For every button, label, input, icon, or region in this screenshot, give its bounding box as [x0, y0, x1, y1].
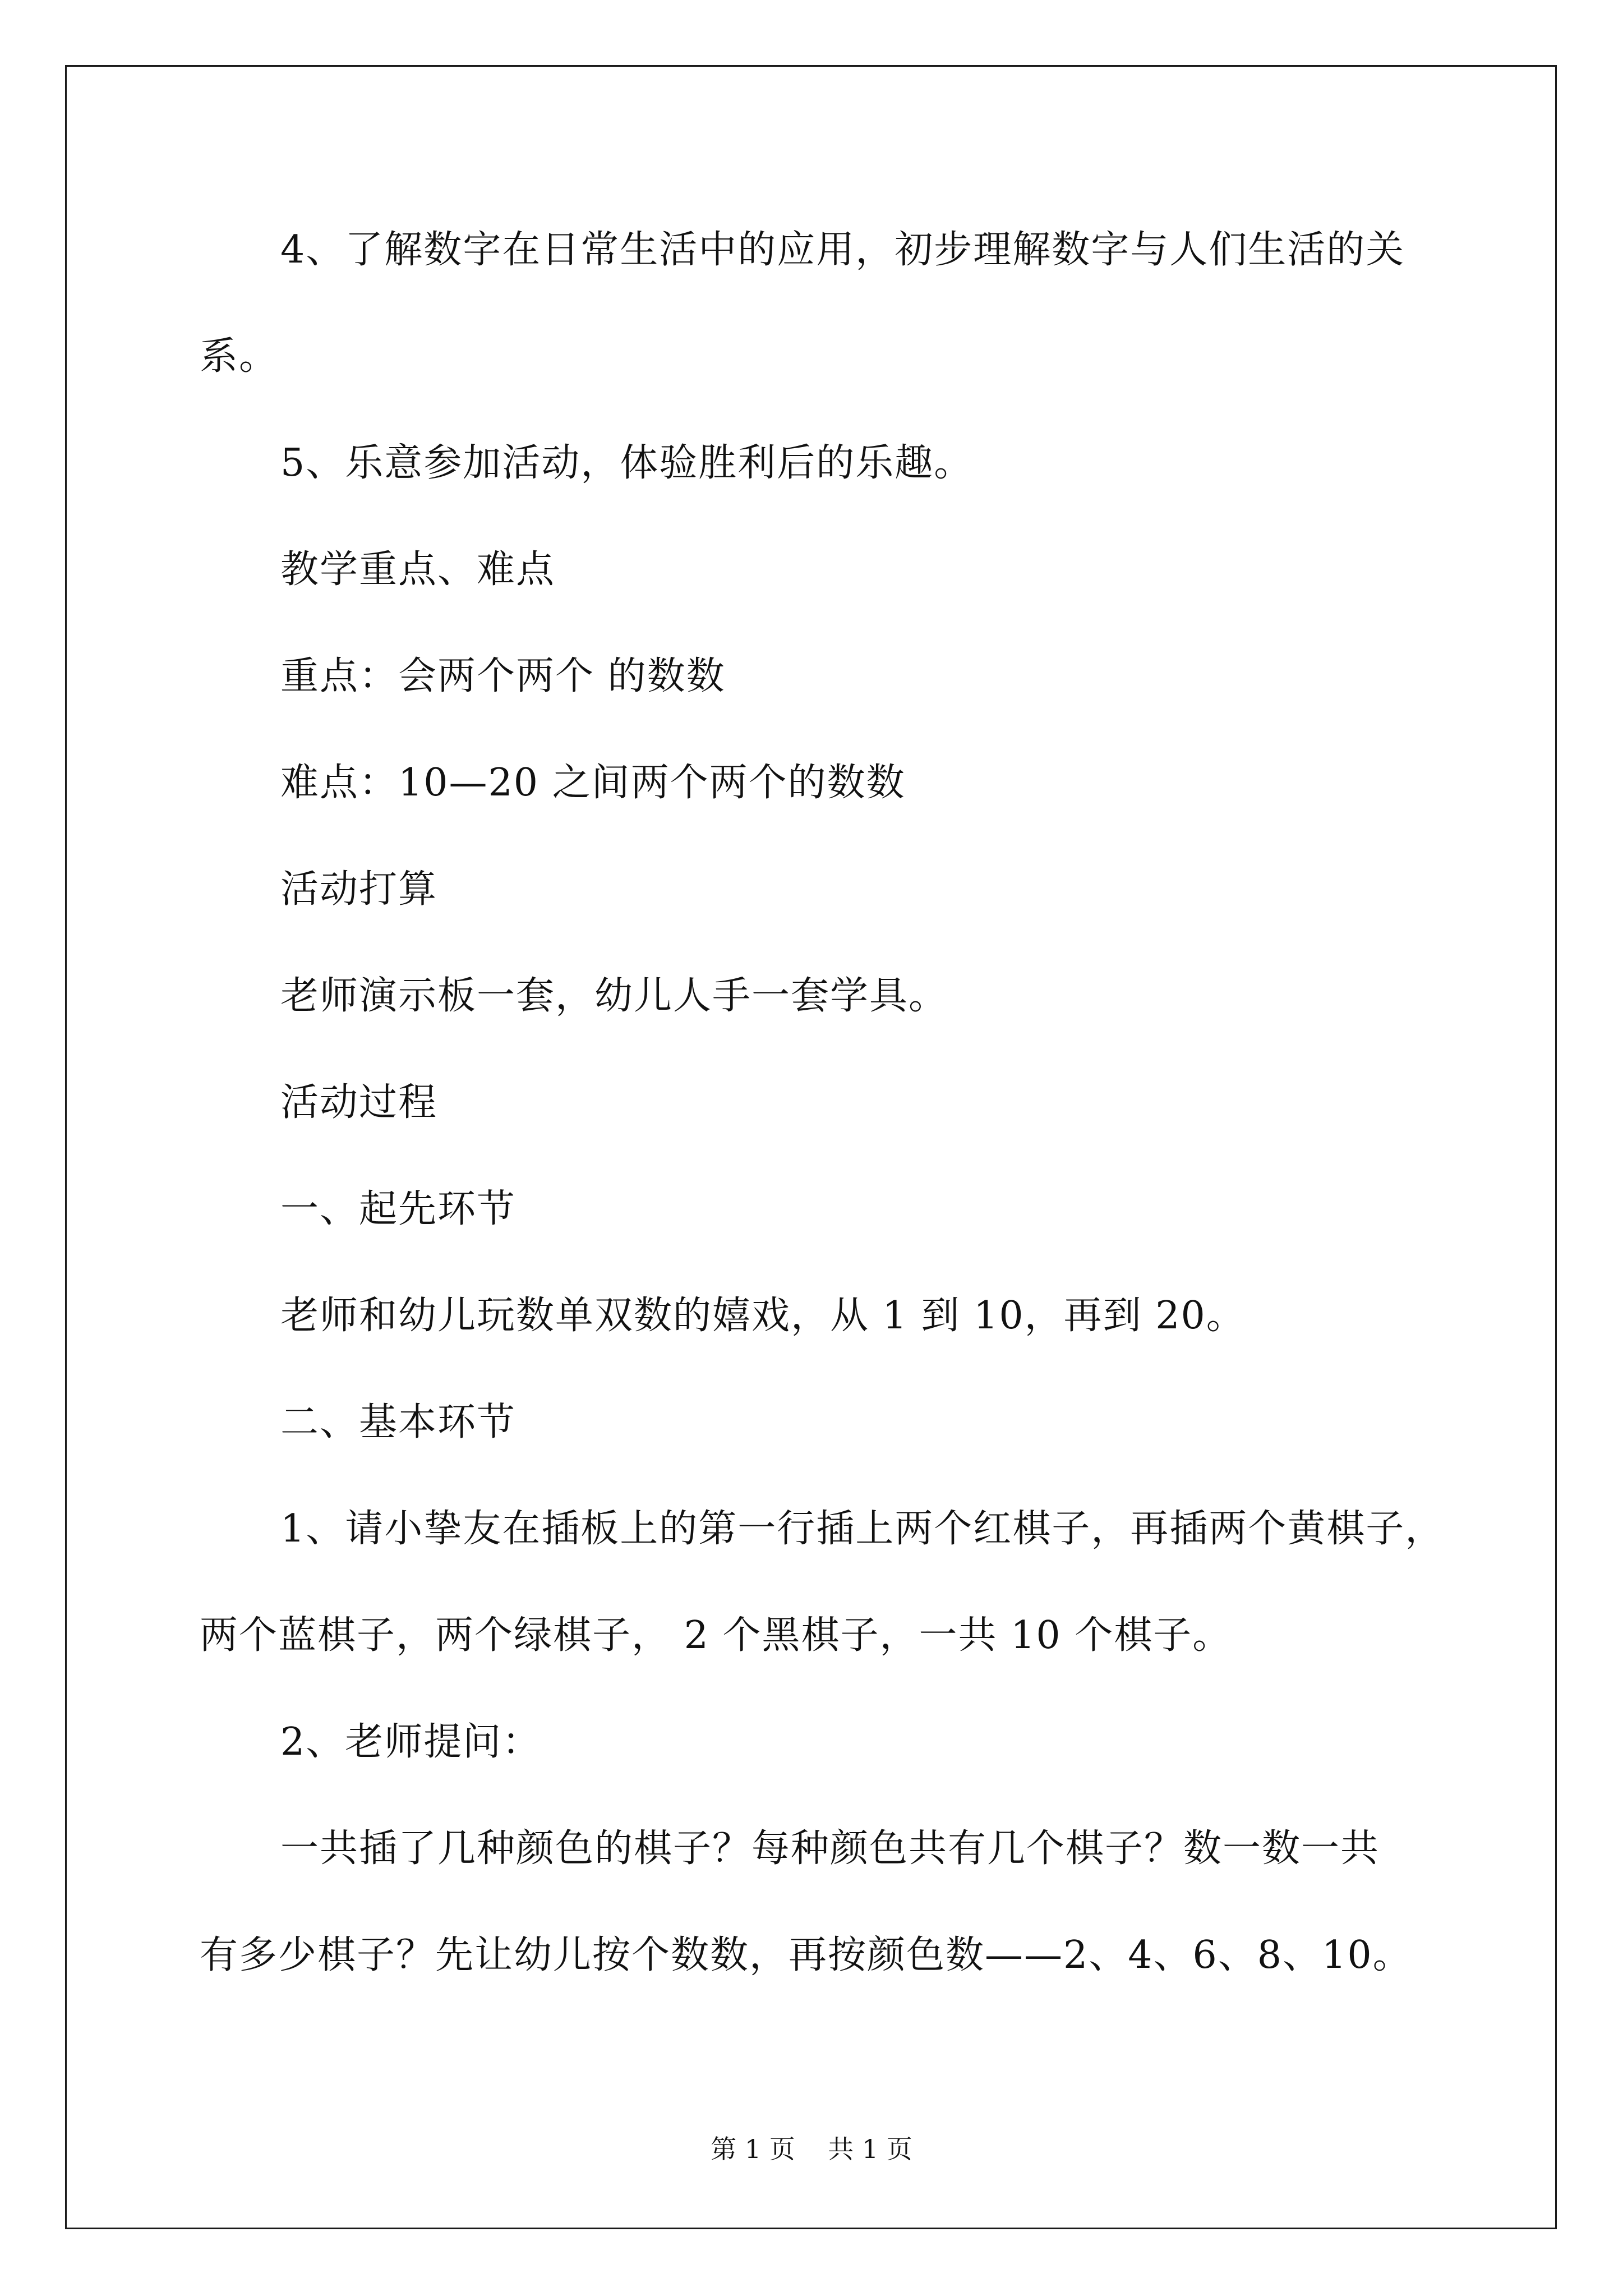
section-heading: 活动过程: [280, 1080, 438, 1125]
section-heading: 教学重点、难点: [280, 547, 556, 592]
page-border: [65, 65, 1557, 2229]
paragraph-line: 2、老师提问：: [280, 1720, 542, 1764]
paragraph-line: 两个蓝棋子，两个绿棋子， 2 个黑棋子，一共 10 个棋子。: [200, 1613, 1232, 1658]
page-footer: 第 1 页 共 1 页: [711, 2134, 912, 2164]
paragraph-line: 老师和幼儿玩数单双数的嬉戏，从 1 到 10，再到 20。: [280, 1294, 1246, 1338]
paragraph-line: 重点：会两个两个 的数数: [280, 654, 726, 698]
section-heading: 二、基本环节: [280, 1400, 517, 1444]
paragraph-line: 难点：10—20 之间两个两个的数数: [280, 761, 906, 805]
paragraph-line: 老师演示板一套，幼儿人手一套学具。: [280, 974, 948, 1018]
paragraph-line: 系。: [200, 334, 279, 379]
paragraph-line: 4、了解数字在日常生活中的应用，初步理解数字与人们生活的关: [280, 228, 1405, 272]
section-heading: 活动打算: [280, 867, 438, 912]
paragraph-line: 有多少棋子？先让幼儿按个数数，再按颜色数——2、4、6、8、10。: [200, 1933, 1412, 1977]
paragraph-line: 一共插了几种颜色的棋子？每种颜色共有几个棋子？数一数一共: [280, 1826, 1380, 1871]
paragraph-line: 5、乐意参加活动，体验胜利后的乐趣。: [280, 441, 974, 485]
section-heading: 一、起先环节: [280, 1187, 517, 1231]
paragraph-line: 1、请小挚友在插板上的第一行插上两个红棋子，再插两个黄棋子，: [280, 1507, 1445, 1551]
